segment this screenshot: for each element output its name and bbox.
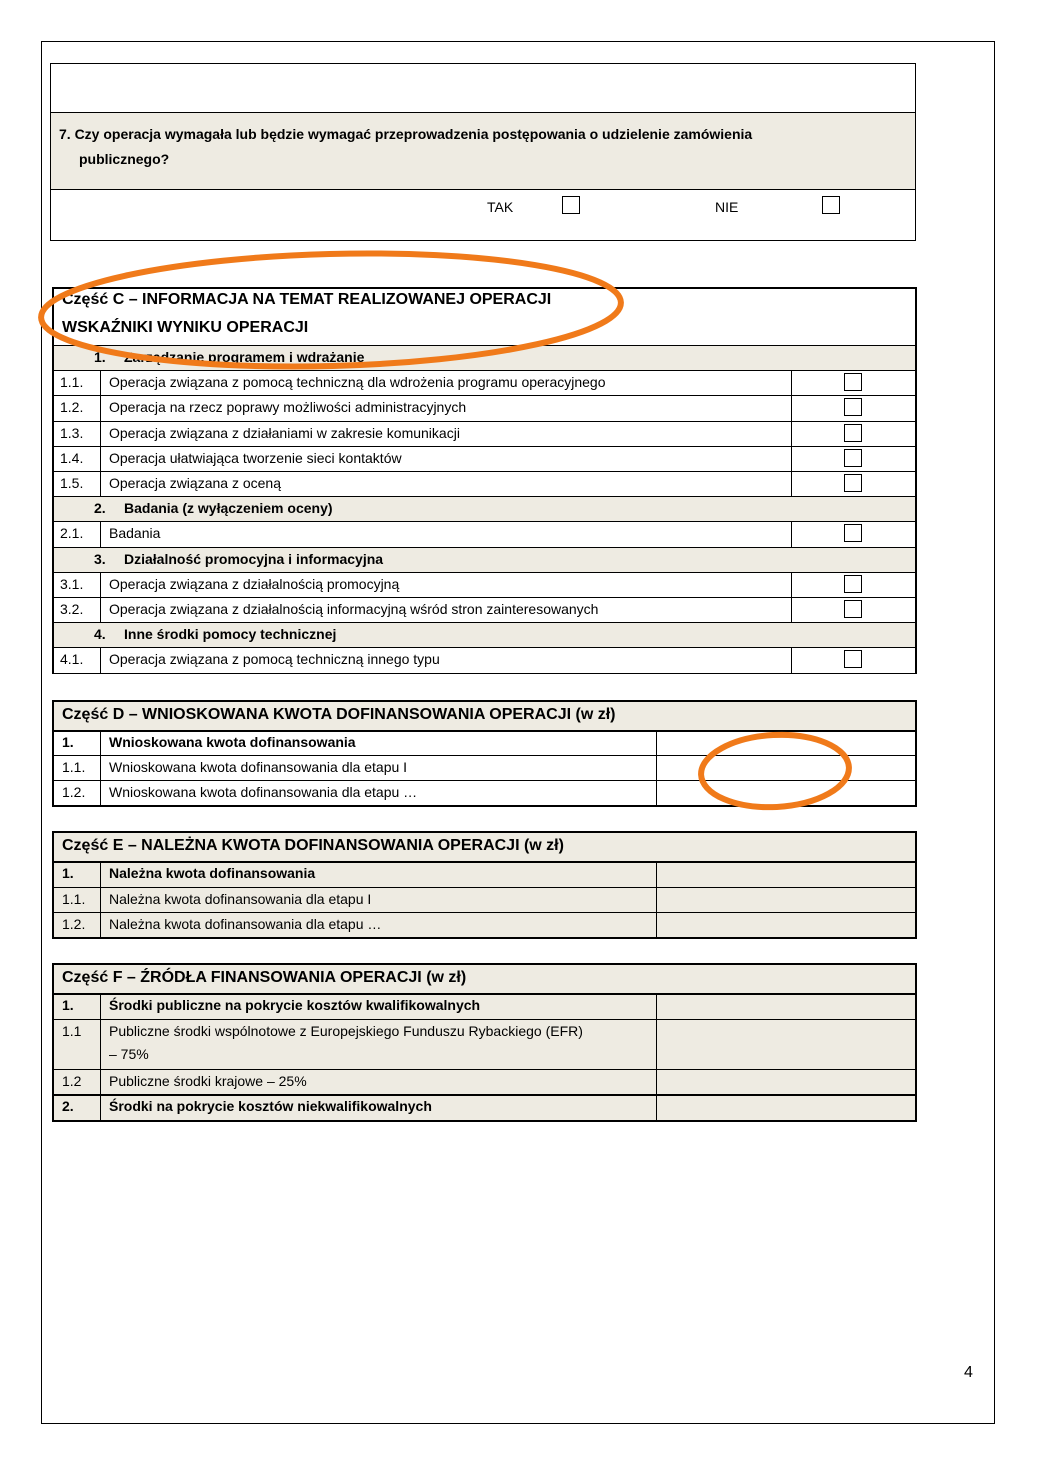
part-d-title: Część D – WNIOSKOWANA KWOTA DOFINANSOWANIA OPERACJI (w zł)	[62, 706, 616, 723]
part-c-item-number: 1.3.	[60, 424, 84, 441]
part-c-item-checkbox[interactable]	[844, 524, 862, 542]
part-c-check-divider	[791, 421, 792, 446]
part-c-item-label: Operacja związana z pomocą techniczną innego typu	[109, 651, 440, 668]
part-d-bottom-border	[52, 805, 917, 807]
page-number: 4	[964, 1364, 973, 1381]
part-d-left-border	[52, 700, 54, 805]
part-d-value-divider	[656, 730, 657, 755]
part-f-value-field[interactable]	[658, 1071, 913, 1092]
part-c-item-number: 4.1.	[60, 651, 84, 668]
part-f-title: Część F – ŹRÓDŁA FINANSOWANIA OPERACJI (w zł)	[62, 969, 467, 986]
part-f-row-number: 1.2	[62, 1073, 82, 1089]
part-c-group-number: 4.	[94, 626, 106, 643]
part-f-value-field[interactable]	[658, 995, 913, 1017]
part-c-item-label: Operacja związana z działalnością promocyjną	[109, 575, 400, 592]
part-d-num-divider	[100, 730, 101, 755]
part-c-group-label: Zarządzanie programem i wdrażanie	[124, 349, 365, 365]
part-f-top-border	[52, 963, 917, 965]
yes-checkbox[interactable]	[562, 196, 580, 214]
q7-question-row	[51, 113, 915, 189]
part-d-value-field[interactable]	[658, 757, 913, 778]
part-c-group-label: Badania (z wyłączeniem oceny)	[124, 500, 333, 517]
part-c-check-divider	[791, 370, 792, 395]
part-f-right-border	[915, 963, 917, 1120]
part-d-right-border	[915, 700, 917, 805]
part-d-row-number: 1.1.	[62, 759, 86, 775]
part-c-item-label: Operacja związana z działaniami w zakresie komunikacji	[109, 424, 460, 441]
part-e-left-border	[52, 831, 54, 937]
part-c-item-number: 1.1.	[60, 374, 84, 391]
part-c-item-checkbox[interactable]	[844, 424, 862, 442]
no-checkbox[interactable]	[822, 196, 840, 214]
part-d-row-number: 1.	[62, 734, 74, 750]
part-e-num-divider	[100, 887, 101, 912]
part-c-num-divider	[100, 421, 101, 446]
part-d-num-divider	[100, 780, 101, 805]
part-c-num-divider	[100, 521, 101, 546]
part-f-row-label: Środki na pokrycie kosztów niekwalifikowalnych	[109, 1098, 432, 1114]
part-f-row-label-cont: – 75%	[109, 1046, 149, 1062]
part-d-value-divider	[656, 780, 657, 805]
part-d-row-label: Wnioskowana kwota dofinansowania	[109, 734, 356, 750]
part-c-num-divider	[100, 446, 101, 471]
part-e-title: Część E – NALEŻNA KWOTA DOFINANSOWANIA OPERACJI (w zł)	[62, 837, 564, 854]
part-f-value-divider	[656, 1069, 657, 1094]
part-c-item-number: 2.1.	[60, 525, 84, 542]
part-c-check-divider	[791, 647, 792, 672]
part-c-item-number: 1.4.	[60, 449, 84, 466]
part-e-row-label: Należna kwota dofinansowania	[109, 865, 316, 881]
part-f-num-divider	[100, 993, 101, 1019]
part-f-row-number: 1.	[62, 997, 74, 1013]
part-c-bottom-border	[52, 673, 917, 675]
part-e-num-divider	[100, 861, 101, 887]
part-d-top-border	[52, 700, 917, 702]
part-e-row-label: Należna kwota dofinansowania dla etapu …	[109, 916, 382, 932]
part-c-item-number: 1.5.	[60, 475, 84, 491]
part-f-num-divider	[100, 1094, 101, 1120]
part-e-row-number: 1.1.	[62, 891, 86, 907]
part-f-value-divider	[656, 1094, 657, 1120]
part-c-num-divider	[100, 597, 101, 622]
part-c-group-label: Inne środki pomocy technicznej	[124, 626, 337, 643]
part-d-value-field[interactable]	[658, 782, 913, 803]
part-c-item-checkbox[interactable]	[844, 474, 862, 492]
part-e-right-border	[915, 831, 917, 937]
part-c-item-row	[52, 521, 915, 546]
part-f-row-label: Środki publiczne na pokrycie kosztów kwalifikowalnych	[109, 997, 481, 1013]
part-c-item-label: Operacja na rzecz poprawy możliwości administracyjnych	[109, 399, 467, 416]
part-d-value-divider	[656, 755, 657, 780]
part-f-left-border	[52, 963, 54, 1120]
part-f-value-field[interactable]	[658, 1021, 913, 1067]
part-c-group-label: Działalność promocyjna i informacyjna	[124, 550, 384, 567]
part-c-item-label: Operacja związana z oceną	[109, 475, 281, 491]
part-f-row-number: 1.1	[62, 1023, 82, 1039]
part-c-left-border	[52, 287, 54, 673]
part-c-item-checkbox[interactable]	[844, 650, 862, 668]
part-e-value-divider	[656, 861, 657, 887]
part-c-item-label: Operacja związana z działalnością informacyjną wśród stron zainteresowanych	[109, 601, 599, 617]
part-e-top-border	[52, 831, 917, 833]
part-c-num-divider	[100, 572, 101, 597]
part-c-title-line2: WSKAŹNIKI WYNIKU OPERACJI	[62, 319, 309, 336]
part-d-num-divider	[100, 755, 101, 780]
part-e-value-field[interactable]	[658, 914, 913, 935]
part-c-check-divider	[791, 395, 792, 420]
part-c-item-checkbox[interactable]	[844, 575, 862, 593]
q7-question-text: 7. Czy operacja wymagała lub będzie wymagać przeprowadzenia postępowania o udzielenie zamówienia	[59, 126, 753, 142]
part-f-row-label: Publiczne środki krajowe – 25%	[109, 1073, 307, 1089]
part-e-value-field[interactable]	[658, 889, 913, 910]
part-e-value-divider	[656, 912, 657, 937]
q7-question-text-cont: publicznego?	[79, 151, 170, 167]
part-e-num-divider	[100, 912, 101, 937]
part-e-value-field[interactable]	[658, 863, 913, 885]
part-c-num-divider	[100, 395, 101, 420]
part-c-item-checkbox[interactable]	[844, 449, 862, 467]
part-c-item-label: Operacja ułatwiająca tworzenie sieci kontaktów	[109, 449, 402, 466]
part-c-check-divider	[791, 521, 792, 546]
part-e-row-label: Należna kwota dofinansowania dla etapu I	[109, 891, 372, 907]
part-e-row-number: 1.	[62, 865, 74, 881]
part-c-top-border	[52, 287, 915, 289]
part-c-group-number: 2.	[94, 500, 106, 517]
part-e-value-divider	[656, 887, 657, 912]
part-f-row-number: 2.	[62, 1098, 74, 1114]
part-c-title-line1: Część C – INFORMACJA NA TEMAT REALIZOWANEJ OPERACJI	[62, 291, 552, 308]
part-c-num-divider	[100, 647, 101, 672]
part-f-row-label: Publiczne środki wspólnotowe z Europejskiego Funduszu Rybackiego (EFR)	[109, 1023, 583, 1039]
part-c-num-divider	[100, 471, 101, 496]
part-e-row-number: 1.2.	[62, 916, 86, 932]
part-d-value-field[interactable]	[658, 732, 913, 753]
part-c-group-number: 3.	[94, 550, 106, 567]
part-c-item-checkbox[interactable]	[844, 373, 862, 391]
part-c-group-number: 1.	[94, 349, 106, 365]
part-e-bottom-border	[52, 937, 917, 939]
part-c-right-border	[915, 287, 917, 673]
part-f-value-divider	[656, 1019, 657, 1069]
part-f-num-divider	[100, 1019, 101, 1069]
part-c-item-label: Badania	[109, 525, 161, 542]
yes-label: TAK	[487, 199, 514, 215]
part-d-row-label: Wnioskowana kwota dofinansowania dla etapu I	[109, 759, 408, 775]
part-c-item-checkbox[interactable]	[844, 398, 862, 416]
part-f-value-divider	[656, 993, 657, 1019]
q7-question-divider	[51, 189, 915, 190]
part-c-num-divider	[100, 370, 101, 395]
part-d-row-number: 1.2.	[62, 784, 86, 800]
part-c-item-number: 3.1.	[60, 575, 84, 592]
part-c-item-label: Operacja związana z pomocą techniczną dla wdrożenia programu operacyjnego	[109, 374, 606, 391]
part-c-check-divider	[791, 572, 792, 597]
part-c-item-checkbox[interactable]	[844, 600, 862, 618]
no-label: NIE	[715, 199, 739, 215]
part-c-check-divider	[791, 471, 792, 496]
part-d-row-label: Wnioskowana kwota dofinansowania dla etapu …	[109, 784, 418, 800]
part-c-check-divider	[791, 446, 792, 471]
part-f-bottom-border	[52, 1120, 917, 1122]
part-c-item-number: 1.2.	[60, 399, 84, 416]
part-f-value-field[interactable]	[658, 1096, 913, 1118]
part-c-item-number: 3.2.	[60, 601, 84, 617]
part-c-check-divider	[791, 597, 792, 622]
part-f-num-divider	[100, 1069, 101, 1094]
